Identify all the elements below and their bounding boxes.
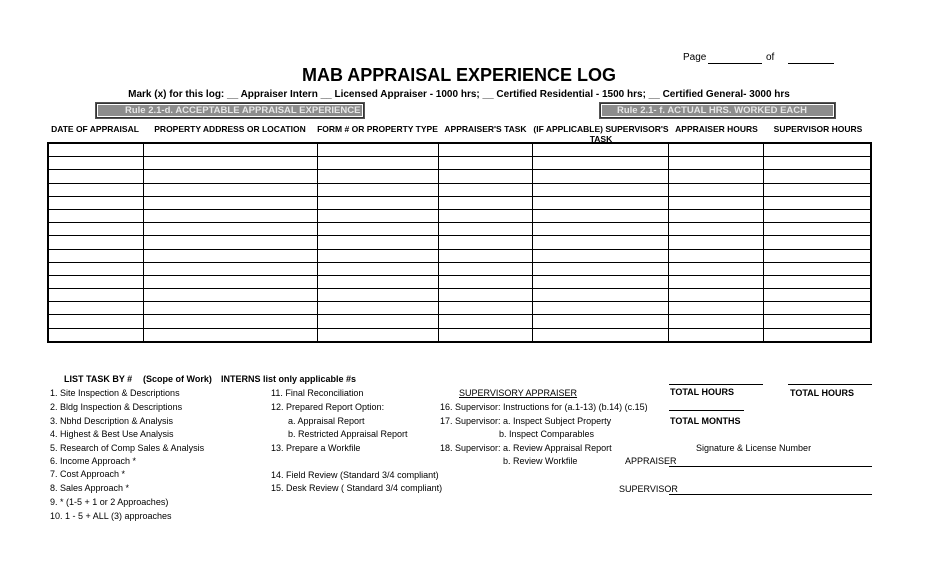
experience-log-table <box>47 142 872 343</box>
table-cell[interactable] <box>144 157 318 170</box>
table-cell[interactable] <box>763 328 871 342</box>
total-hours-left-field[interactable] <box>669 384 763 385</box>
column-header-date: DATE OF APPRAISAL <box>51 124 139 134</box>
table-cell[interactable] <box>763 170 871 183</box>
table-cell[interactable] <box>144 196 318 209</box>
table-cell[interactable] <box>438 236 533 249</box>
task-item: 8. Sales Approach * <box>50 483 130 493</box>
table-cell[interactable] <box>668 262 763 275</box>
page-number-field[interactable] <box>708 63 762 64</box>
table-cell[interactable] <box>668 249 763 262</box>
signature-license-label: Signature & License Number <box>696 443 812 453</box>
rule-left-banner: Rule 2.1-d. ACCEPTABLE APPRAISAL EXPERIENCE <box>96 103 364 118</box>
table-cell[interactable] <box>533 275 669 288</box>
table-cell[interactable] <box>48 157 144 170</box>
table-cell[interactable] <box>533 315 669 328</box>
table-cell[interactable] <box>533 143 669 157</box>
table-cell[interactable] <box>144 236 318 249</box>
table-cell[interactable] <box>48 236 144 249</box>
table-cell[interactable] <box>533 223 669 236</box>
column-header-appraiser-task: APPRAISER'S TASK <box>444 124 527 134</box>
table-cell[interactable] <box>763 275 871 288</box>
table-cell[interactable] <box>317 183 438 196</box>
table-cell[interactable] <box>763 143 871 157</box>
table-cell[interactable] <box>317 328 438 342</box>
supervisory-appraiser-heading: SUPERVISORY APPRAISER <box>459 388 578 398</box>
table-cell[interactable] <box>48 275 144 288</box>
column-header-appraiser-hours: APPRAISER HOURS <box>675 124 758 134</box>
table-cell[interactable] <box>438 275 533 288</box>
task-item: 18. Supervisor: a. Review Appraisal Report <box>440 443 612 453</box>
table-cell[interactable] <box>763 223 871 236</box>
of-label: of <box>766 52 775 63</box>
table-cell[interactable] <box>144 183 318 196</box>
table-row <box>48 143 871 157</box>
table-row <box>48 236 871 249</box>
table-cell[interactable] <box>668 183 763 196</box>
supervisor-signature-label: SUPERVISOR <box>619 484 678 494</box>
table-cell[interactable] <box>144 143 318 157</box>
table-cell[interactable] <box>144 209 318 222</box>
table-cell[interactable] <box>317 236 438 249</box>
table-cell[interactable] <box>668 209 763 222</box>
table-cell[interactable] <box>438 157 533 170</box>
table-cell[interactable] <box>317 196 438 209</box>
table-cell[interactable] <box>48 143 144 157</box>
table-cell[interactable] <box>668 328 763 342</box>
table-cell[interactable] <box>144 262 318 275</box>
table-cell[interactable] <box>317 315 438 328</box>
table-cell[interactable] <box>533 196 669 209</box>
table-cell[interactable] <box>48 289 144 302</box>
appraiser-signature-field[interactable] <box>669 466 872 467</box>
task-item: 5. Research of Comp Sales & Analysis <box>50 443 205 453</box>
table-cell[interactable] <box>533 157 669 170</box>
column-header-form: FORM # OR PROPERTY TYPE <box>317 124 438 134</box>
table-cell[interactable] <box>317 209 438 222</box>
page-label: Page <box>683 52 707 63</box>
table-cell[interactable] <box>438 328 533 342</box>
table-row <box>48 289 871 302</box>
task-item: 7. Cost Approach * <box>50 469 126 479</box>
task-item: 2. Bldg Inspection & Descriptions <box>50 402 183 412</box>
total-months-label: TOTAL MONTHS <box>670 416 741 426</box>
table-cell[interactable] <box>144 275 318 288</box>
table-cell[interactable] <box>48 183 144 196</box>
total-months-field[interactable] <box>669 410 744 411</box>
table-row <box>48 315 871 328</box>
table-cell[interactable] <box>668 302 763 315</box>
table-cell[interactable] <box>144 315 318 328</box>
table-cell[interactable] <box>48 170 144 183</box>
table-cell[interactable] <box>763 196 871 209</box>
table-cell[interactable] <box>317 223 438 236</box>
table-cell[interactable] <box>317 262 438 275</box>
task-item: 17. Supervisor: a. Inspect Subject Property <box>440 416 612 426</box>
table-cell[interactable] <box>533 302 669 315</box>
task-item: 13. Prepare a Workfile <box>271 443 361 453</box>
table-cell[interactable] <box>48 262 144 275</box>
supervisor-signature-field[interactable] <box>669 494 872 495</box>
table-cell[interactable] <box>763 302 871 315</box>
table-cell[interactable] <box>48 209 144 222</box>
task-item: 14. Field Review (Standard 3/4 compliant) <box>271 470 439 480</box>
table-row <box>48 275 871 288</box>
table-cell[interactable] <box>317 302 438 315</box>
table-cell[interactable] <box>533 289 669 302</box>
table-cell[interactable] <box>48 302 144 315</box>
table-row <box>48 157 871 170</box>
table-cell[interactable] <box>533 262 669 275</box>
table-cell[interactable] <box>144 328 318 342</box>
table-cell[interactable] <box>668 143 763 157</box>
page-title: MAB APPRAISAL EXPERIENCE LOG <box>301 65 617 85</box>
task-item: b. Restricted Appraisal Report <box>288 429 408 439</box>
table-cell[interactable] <box>144 249 318 262</box>
task-item: 15. Desk Review ( Standard 3/4 compliant) <box>271 483 443 493</box>
table-cell[interactable] <box>438 302 533 315</box>
table-row <box>48 262 871 275</box>
task-item: 12. Prepared Report Option: <box>271 402 385 412</box>
task-item: 10. 1 - 5 + ALL (3) approaches <box>50 511 172 521</box>
table-row <box>48 302 871 315</box>
table-cell[interactable] <box>438 196 533 209</box>
table-row <box>48 209 871 222</box>
table-cell[interactable] <box>438 209 533 222</box>
table-cell[interactable] <box>438 143 533 157</box>
page-total-field[interactable] <box>788 63 834 64</box>
task-item: 9. * (1-5 + 1 or 2 Approaches) <box>50 497 169 507</box>
table-cell[interactable] <box>144 223 318 236</box>
task-item: 11. Final Reconciliation <box>271 388 364 398</box>
table-cell[interactable] <box>438 262 533 275</box>
table-cell[interactable] <box>317 289 438 302</box>
table-cell[interactable] <box>438 223 533 236</box>
task-item: a. Appraisal Report <box>288 416 365 426</box>
total-hours-left-label: TOTAL HOURS <box>670 387 735 397</box>
log-type-mark-line: Mark (x) for this log: __ Appraiser Intern __ Licensed Appraiser - 1000 hrs; __ Certified Residential - 1500 hrs; __ Certified General- 3000 hrs <box>128 89 790 100</box>
table-row <box>48 196 871 209</box>
table-cell[interactable] <box>438 289 533 302</box>
task-item: 4. Highest & Best Use Analysis <box>50 429 174 439</box>
table-row <box>48 170 871 183</box>
table-cell[interactable] <box>48 315 144 328</box>
interns-heading: INTERNS list only applicable #s <box>221 374 357 384</box>
table-cell[interactable] <box>48 328 144 342</box>
table-cell[interactable] <box>763 157 871 170</box>
task-item: 3. Nbhd Description & Analysis <box>50 416 174 426</box>
list-task-heading: LIST TASK BY # <box>64 374 133 384</box>
table-cell[interactable] <box>668 196 763 209</box>
table-cell[interactable] <box>533 209 669 222</box>
table-cell[interactable] <box>317 157 438 170</box>
column-header-address: PROPERTY ADDRESS OR LOCATION <box>154 124 306 134</box>
task-item: b. Review Workfile <box>503 456 578 466</box>
table-row <box>48 223 871 236</box>
table-cell[interactable] <box>668 157 763 170</box>
table-cell[interactable] <box>668 289 763 302</box>
task-item: 1. Site Inspection & Descriptions <box>50 388 180 398</box>
table-cell[interactable] <box>668 275 763 288</box>
table-cell[interactable] <box>48 249 144 262</box>
table-cell[interactable] <box>668 223 763 236</box>
table-cell[interactable] <box>668 170 763 183</box>
table-cell[interactable] <box>533 170 669 183</box>
table-cell[interactable] <box>763 209 871 222</box>
table-cell[interactable] <box>763 183 871 196</box>
table-cell[interactable] <box>533 328 669 342</box>
table-cell[interactable] <box>438 170 533 183</box>
column-header-supervisor-task: (IF APPLICABLE) SUPERVISOR'S TASK <box>533 124 669 144</box>
table-cell[interactable] <box>48 196 144 209</box>
table-cell[interactable] <box>48 223 144 236</box>
table-cell[interactable] <box>533 183 669 196</box>
table-cell[interactable] <box>763 249 871 262</box>
table-cell[interactable] <box>317 143 438 157</box>
column-header-supervisor-hours: SUPERVISOR HOURS <box>773 124 863 134</box>
table-cell[interactable] <box>144 170 318 183</box>
total-hours-right-field[interactable] <box>788 384 872 385</box>
table-cell[interactable] <box>763 262 871 275</box>
table-cell[interactable] <box>763 236 871 249</box>
table-cell[interactable] <box>438 249 533 262</box>
table-cell[interactable] <box>763 315 871 328</box>
table-cell[interactable] <box>317 275 438 288</box>
task-item: 16. Supervisor: Instructions for (a.1-13) (b.14) (c.15) <box>440 402 648 412</box>
table-cell[interactable] <box>668 236 763 249</box>
table-cell[interactable] <box>668 315 763 328</box>
table-cell[interactable] <box>144 302 318 315</box>
table-cell[interactable] <box>317 170 438 183</box>
task-item: 6. Income Approach * <box>50 456 137 466</box>
table-row <box>48 183 871 196</box>
appraiser-signature-label: APPRAISER <box>625 456 677 466</box>
task-item: b. Inspect Comparables <box>499 429 595 439</box>
table-cell[interactable] <box>438 183 533 196</box>
rule-right-banner: Rule 2.1- f. ACTUAL HRS. WORKED EACH <box>600 103 835 118</box>
table-row <box>48 328 871 342</box>
table-cell[interactable] <box>317 249 438 262</box>
table-cell[interactable] <box>763 289 871 302</box>
total-hours-right-label: TOTAL HOURS <box>790 388 855 398</box>
table-cell[interactable] <box>533 249 669 262</box>
table-cell[interactable] <box>144 289 318 302</box>
scope-of-work-heading: (Scope of Work) <box>143 374 212 384</box>
table-cell[interactable] <box>533 236 669 249</box>
table-row <box>48 249 871 262</box>
table-cell[interactable] <box>438 315 533 328</box>
